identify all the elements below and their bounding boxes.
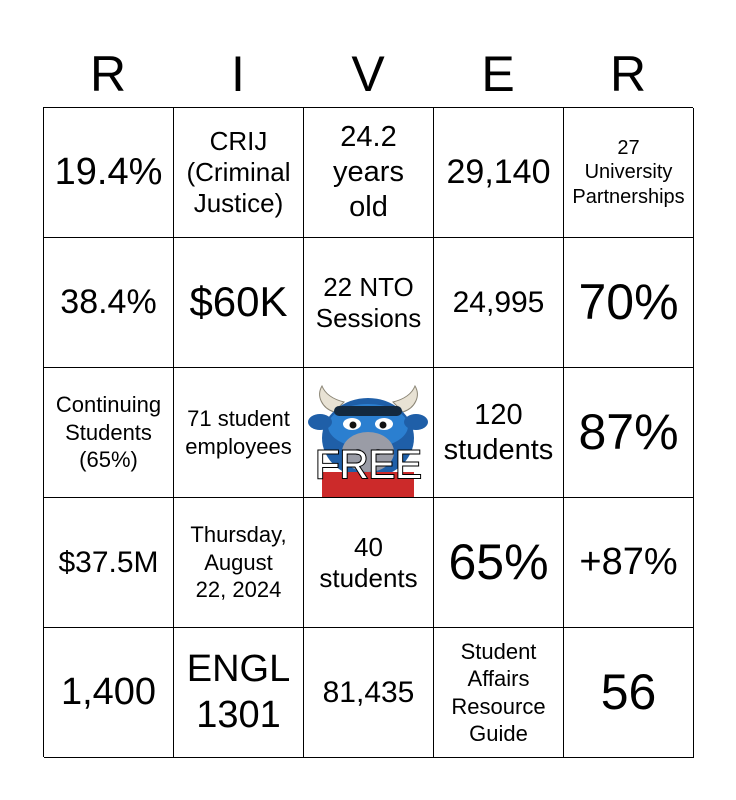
bingo-header bbox=[43, 40, 693, 108]
bingo-cell-r4-c2[interactable] bbox=[174, 498, 304, 628]
bingo-cell-r1-c3[interactable] bbox=[304, 108, 434, 238]
bingo-cell-r5-c3[interactable] bbox=[304, 628, 434, 758]
cell-text: 24.2 years old bbox=[333, 121, 404, 223]
cell-text: 70% bbox=[578, 274, 679, 330]
bingo-cell-r1-c2[interactable] bbox=[174, 108, 304, 238]
cell-text: 71 student employees bbox=[185, 406, 292, 459]
cell-text: 1,400 bbox=[60, 670, 157, 713]
bingo-cell-r2-c5[interactable] bbox=[564, 238, 694, 368]
cell-text: CRIJ (Criminal Justice) bbox=[186, 126, 291, 218]
free-space-label: FREE bbox=[315, 443, 422, 487]
cell-text: 87% bbox=[578, 404, 679, 460]
bingo-cell-r3-c1[interactable] bbox=[44, 368, 174, 498]
bingo-cell-r5-c4[interactable] bbox=[434, 628, 564, 758]
cell-text: 56 bbox=[600, 664, 657, 720]
cell-text: 81,435 bbox=[322, 675, 415, 709]
header-letter-e: E bbox=[481, 46, 515, 102]
bingo-cell-r4-c5[interactable] bbox=[564, 498, 694, 628]
header-letter-i: I bbox=[231, 46, 245, 102]
cell-text: 29,140 bbox=[446, 152, 551, 191]
cell-text: 38.4% bbox=[60, 282, 157, 321]
cell-text: 27 University Partnerships bbox=[572, 136, 685, 208]
header-letter-v: V bbox=[351, 46, 385, 102]
cell-text: $37.5M bbox=[58, 545, 159, 579]
bingo-cell-r3-c4[interactable] bbox=[434, 368, 564, 498]
cell-text: 65% bbox=[448, 534, 549, 590]
cell-text: 22 NTO Sessions bbox=[315, 271, 422, 333]
bingo-cell-r4-c4[interactable] bbox=[434, 498, 564, 628]
bingo-board bbox=[43, 107, 693, 757]
bingo-cell-r5-c1[interactable] bbox=[44, 628, 174, 758]
bingo-cell-r5-c5[interactable] bbox=[564, 628, 694, 758]
cell-text: +87% bbox=[579, 540, 678, 583]
cell-text: 24,995 bbox=[452, 285, 545, 319]
bingo-cell-r2-c3[interactable] bbox=[304, 238, 434, 368]
cell-text: Thursday, August 22, 2024 bbox=[190, 522, 287, 603]
cell-text: 120 students bbox=[443, 398, 554, 466]
bingo-cell-r4-c3[interactable] bbox=[304, 498, 434, 628]
cell-text: Student Affairs Resource Guide bbox=[451, 638, 546, 746]
bingo-cell-r3-c5[interactable] bbox=[564, 368, 694, 498]
cell-text: 19.4% bbox=[54, 150, 163, 193]
bingo-cell-r2-c4[interactable] bbox=[434, 238, 564, 368]
bingo-cell-r1-c5[interactable] bbox=[564, 108, 694, 238]
header-letter-r2: R bbox=[609, 46, 647, 102]
bingo-cell-r2-c2[interactable] bbox=[174, 238, 304, 368]
bingo-cell-r3-c2[interactable] bbox=[174, 368, 304, 498]
cell-text: Continuing Students (65%) bbox=[55, 392, 162, 473]
bingo-cell-r1-c1[interactable] bbox=[44, 108, 174, 238]
cell-text: ENGL 1301 bbox=[186, 647, 291, 736]
bingo-cell-r1-c4[interactable] bbox=[434, 108, 564, 238]
cell-text: 40 students bbox=[319, 531, 418, 593]
header-letter-r1: R bbox=[89, 46, 127, 102]
bingo-cell-r5-c2[interactable] bbox=[174, 628, 304, 758]
cell-text: $60K bbox=[189, 278, 288, 326]
bingo-cell-r2-c1[interactable] bbox=[44, 238, 174, 368]
bingo-cell-r4-c1[interactable] bbox=[44, 498, 174, 628]
free-space-cell[interactable] bbox=[304, 368, 434, 498]
